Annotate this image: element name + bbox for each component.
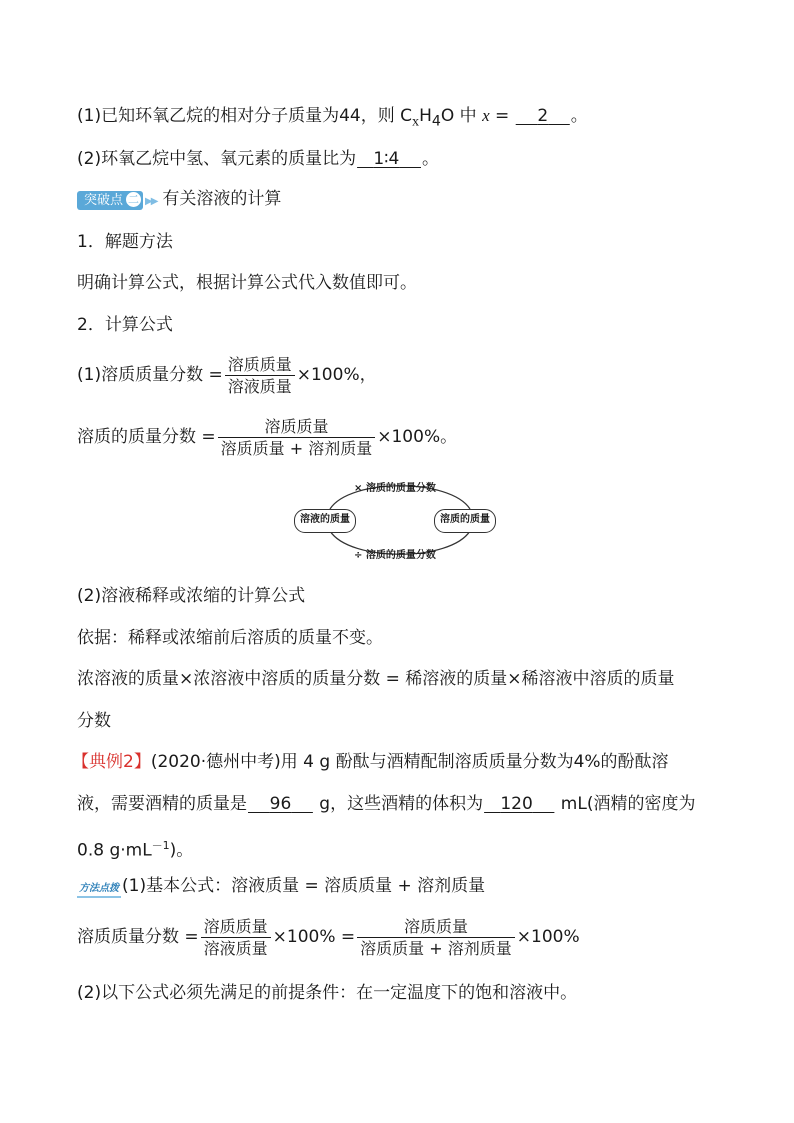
method-fraction-2 [357, 916, 515, 959]
method-formula-1: (1)基本公式：溶液质量 = 溶质质量 + 溶剂质量 [122, 876, 486, 896]
question-2 [77, 147, 439, 171]
example-density-exponent: －1 [151, 839, 170, 852]
fraction-numerator: 溶质质量 [264, 416, 329, 436]
q2-period: 。 [422, 149, 439, 169]
breakthrough-number: 二 [128, 193, 140, 206]
q2-answer: 1∶4 [373, 149, 400, 169]
formula-1-tail: ×100%， [296, 365, 377, 385]
method-fraction-1 [201, 916, 271, 959]
q1-text-o: O 中 [440, 106, 477, 126]
breakthrough-badge [77, 191, 143, 210]
q1-text: (1)已知环氧乙烷的相对分子质量为44，则 C [77, 106, 412, 126]
mass-fraction-diagram [290, 476, 510, 562]
dilution-formula: 浓溶液的质量×浓溶液中溶质的质量分数 = 稀溶液的质量×稀溶液中溶质的质量 [77, 669, 675, 689]
fraction-denominator: 溶液质量 [227, 376, 292, 396]
diagram-solute-mass: 溶质的质量 [434, 509, 496, 533]
q1-answer-blank [515, 104, 571, 128]
formula-2-fraction [218, 416, 376, 459]
formula-1 [77, 350, 377, 400]
example-text-3-end: )。 [169, 840, 194, 861]
fraction-numerator: 溶质质量 [203, 916, 268, 936]
method-formula-2-lead: 溶质质量分数 = [77, 927, 199, 947]
q1-equals: = [489, 106, 510, 126]
q1-text-h: H [419, 106, 432, 126]
fraction-denominator: 溶液质量 [203, 938, 268, 958]
question-1 [77, 104, 588, 133]
breakthrough-badge-label: 突破点 [84, 193, 124, 208]
diagram-solution-mass: 溶液的质量 [294, 509, 356, 533]
diagram-bottom-label: ÷ 溶质的质量分数 [354, 550, 436, 561]
breakthrough-title: 有关溶液的计算 [162, 189, 282, 209]
q1-subscript-x: x [412, 113, 420, 130]
fraction-denominator: 溶质质量 + 溶剂质量 [360, 938, 512, 958]
q1-variable: x [482, 106, 490, 125]
method-tip-tag: 方法点拨 [77, 882, 121, 898]
example-line-3 [77, 834, 193, 863]
method-line-1 [77, 874, 485, 898]
q2-answer-blank [356, 147, 422, 171]
example-bracket-close: 】 [133, 752, 151, 772]
method-formula-3: (2)以下公式必须先满足的前提条件：在一定温度下的饱和溶液中。 [77, 983, 578, 1003]
example-answer-2-blank [483, 792, 555, 816]
formula-1-lead: (1)溶质质量分数 = [77, 365, 223, 385]
example-answer-1-blank [247, 792, 314, 816]
example-text-2a: 液，需要酒精的质量是 [77, 794, 247, 814]
formula-2-lead: 溶质的质量分数 = [77, 427, 216, 447]
q1-period: 。 [570, 106, 588, 126]
method-formula-2-mid: ×100% = [272, 927, 356, 947]
fraction-denominator: 溶质质量 + 溶剂质量 [220, 438, 373, 458]
example-bracket-open: 【 [72, 752, 89, 772]
section-1-text: 明确计算公式，根据计算公式代入数值即可。 [77, 273, 417, 293]
example-text-2c: mL(酒精的密度为 [555, 794, 696, 814]
method-formula-2-tail: ×100% [516, 927, 580, 947]
example-density: 0.8 g·mL [77, 840, 152, 861]
method-formula-2 [77, 912, 580, 962]
dilution-basis: 依据：稀释或浓缩前后溶质的质量不变。 [77, 628, 383, 648]
formula-2-tail: ×100%。 [377, 427, 458, 447]
formula-2 [77, 412, 457, 462]
double-arrow-icon: ▶▶ [145, 196, 157, 207]
fraction-numerator: 溶质质量 [403, 916, 468, 936]
section-1-title: 1．解题方法 [77, 232, 173, 252]
q1-subscript-4: 4 [431, 113, 441, 130]
dilution-title: (2)溶液稀释或浓缩的计算公式 [77, 586, 306, 606]
formula-1-fraction [225, 354, 295, 397]
breakthrough-heading [77, 187, 281, 214]
example-answer-2: 120 [500, 794, 533, 814]
example-tag: 典例2 [89, 752, 134, 772]
example-line-2 [77, 792, 695, 816]
example-text-1: (2020·德州中考)用 4 g 酚酞与酒精配制溶质质量分数为4%的酚酞溶 [150, 752, 669, 772]
example-answer-1: 96 [269, 794, 292, 814]
example-line-1 [72, 750, 669, 774]
q1-answer: 2 [537, 106, 549, 126]
q2-text: (2)环氧乙烷中氢、氧元素的质量比为 [77, 149, 357, 169]
example-text-2b: g，这些酒精的体积为 [313, 794, 484, 814]
fraction-numerator: 溶质质量 [227, 354, 292, 374]
dilution-formula-continued: 分数 [77, 711, 111, 731]
diagram-top-label: × 溶质的质量分数 [354, 483, 436, 494]
section-2-title: 2．计算公式 [77, 315, 173, 335]
